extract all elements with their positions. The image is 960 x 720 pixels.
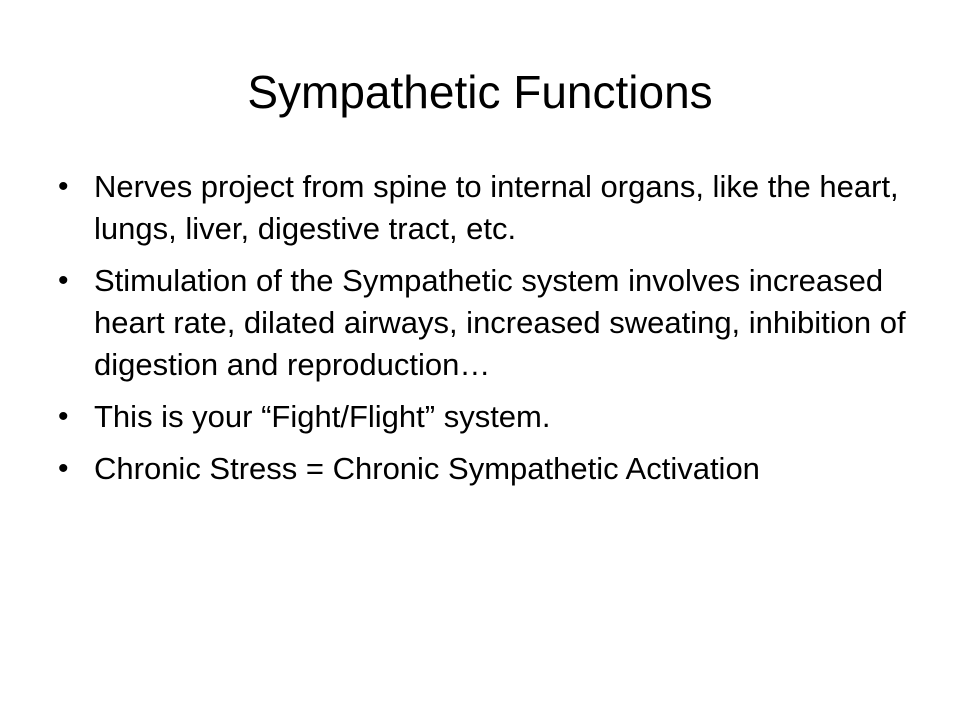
bullet-text: Stimulation of the Sympathetic system involves increased heart rate, dilated airways, increased sweating, inhibition of digestion and reproduction… xyxy=(94,263,906,382)
bullet-icon: • xyxy=(58,400,69,433)
bullet-text: This is your “Fight/Flight” system. xyxy=(94,399,551,434)
bullet-text: Nerves project from spine to internal organs, like the heart, lungs, liver, digestive tract, etc. xyxy=(94,169,899,246)
bullet-item xyxy=(58,260,918,386)
bullet-icon: • xyxy=(58,264,69,297)
bullet-text: Chronic Stress = Chronic Sympathetic Activation xyxy=(94,451,760,486)
bullet-list xyxy=(58,166,918,500)
bullet-item xyxy=(58,396,918,438)
slide-title: Sympathetic Functions xyxy=(247,66,713,118)
bullet-icon: • xyxy=(58,170,69,203)
bullet-icon: • xyxy=(58,452,69,485)
bullet-item xyxy=(58,166,918,250)
bullet-item xyxy=(58,448,918,490)
